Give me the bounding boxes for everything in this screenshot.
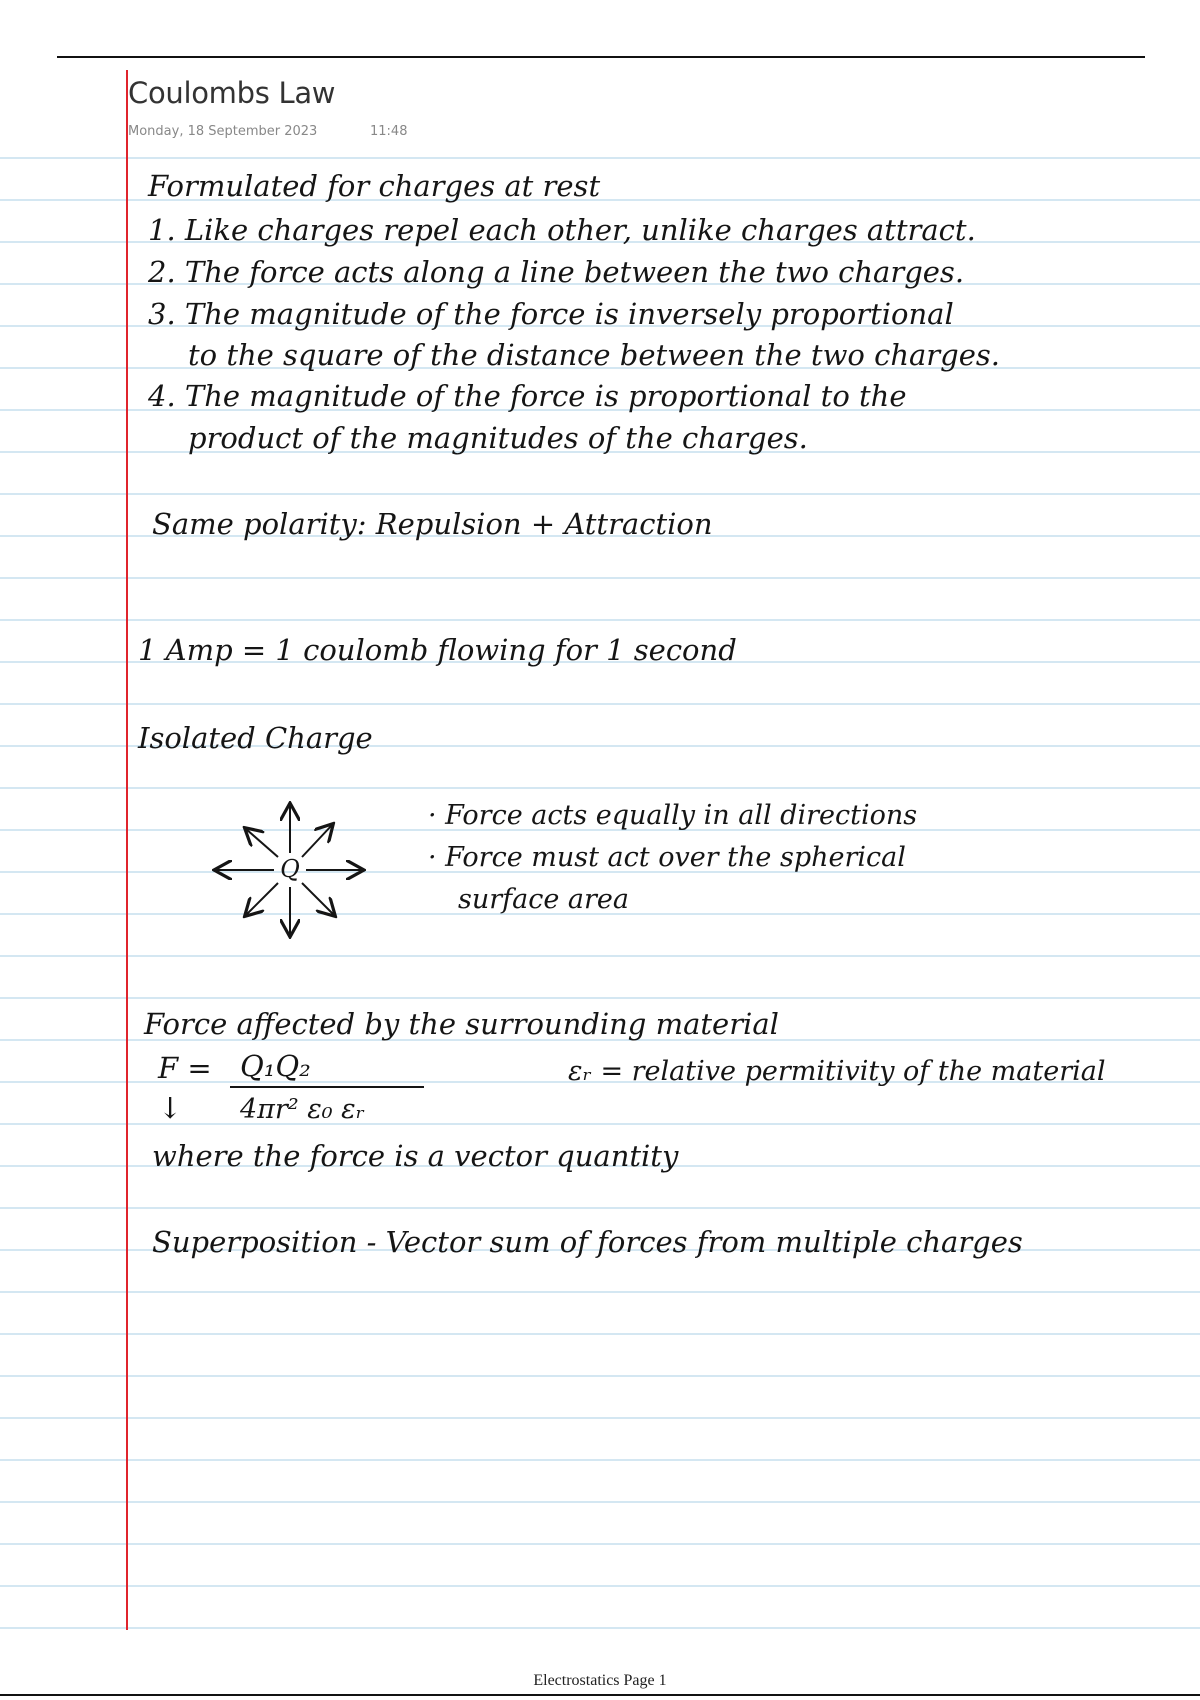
superposition-note: Superposition - Vector sum of forces from multiple charges — [152, 1225, 1023, 1259]
polarity-note: Same polarity: Repulsion + Attraction — [152, 507, 713, 541]
vector-quantity-note: where the force is a vector quantity — [152, 1139, 679, 1173]
material-heading: Force affected by the surrounding material — [144, 1007, 779, 1041]
page-metadata — [128, 124, 408, 139]
margin-line — [126, 70, 128, 1630]
bottom-rule — [0, 1694, 1200, 1696]
arrow-down-right — [302, 883, 334, 915]
bullet-surface-area: surface area — [458, 884, 630, 915]
arrow-up-right — [302, 825, 332, 857]
amp-definition: 1 Amp = 1 coulomb flowing for 1 second — [138, 633, 737, 667]
rule-1: 1. Like charges repel each other, unlike charges attract. — [148, 213, 976, 247]
top-rule — [57, 56, 1145, 58]
formula-numerator: Q₁Q₂ — [240, 1049, 311, 1083]
formula-denominator: 4πr² ε₀ εᵣ — [240, 1094, 365, 1125]
arrow-up-left — [246, 829, 278, 857]
rule-4: 4. The magnitude of the force is proportional to the — [148, 379, 907, 413]
relative-permittivity-definition: εᵣ = relative permitivity of the material — [568, 1056, 1106, 1087]
rule-2: 2. The force acts along a line between the two charges. — [148, 255, 965, 289]
note-date: Monday, 18 September 2023 — [128, 124, 318, 139]
page-footer: Electrostatics Page 1 — [533, 1672, 667, 1689]
radial-force-diagram — [200, 795, 380, 945]
formula-arrow: ↓ — [158, 1091, 183, 1125]
formula-lhs: F = — [158, 1051, 212, 1085]
rule-4-continued: product of the magnitudes of the charges. — [188, 421, 808, 455]
bullet-equal-directions: · Force acts equally in all directions — [428, 800, 918, 831]
rule-3: 3. The magnitude of the force is inversely proportional — [148, 297, 954, 331]
rule-3-continued: to the square of the distance between the two charges. — [188, 338, 1000, 372]
isolated-charge-heading: Isolated Charge — [138, 721, 373, 755]
heading-charges-at-rest: Formulated for charges at rest — [148, 169, 601, 203]
bullet-spherical: · Force must act over the spherical — [428, 842, 906, 873]
page-title[interactable]: Coulombs Law — [128, 76, 336, 110]
arrow-down-left — [246, 883, 278, 915]
note-time: 11:48 — [370, 124, 408, 139]
charge-q-label: Q — [280, 855, 300, 883]
